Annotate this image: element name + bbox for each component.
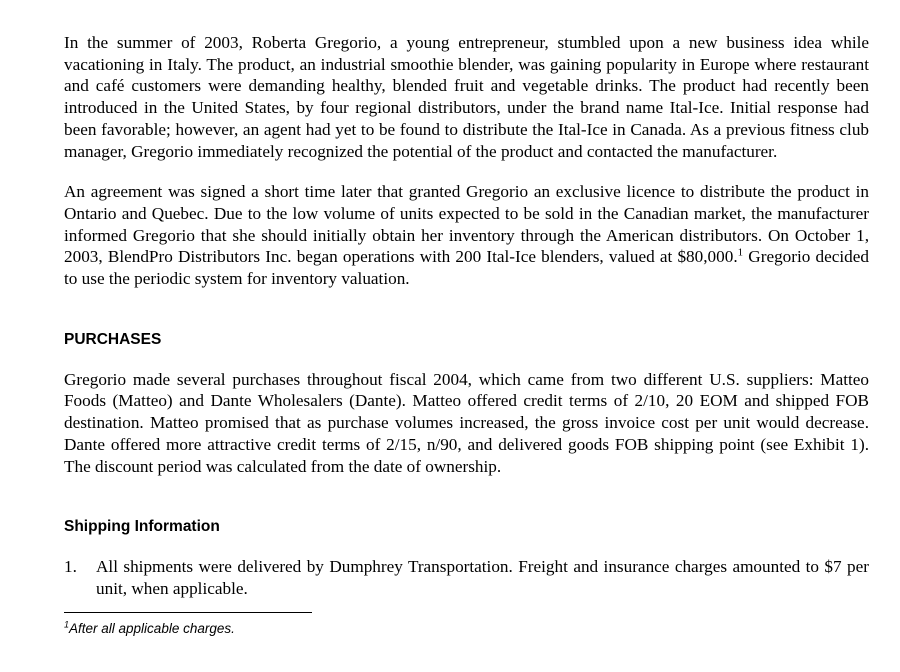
shipping-list-item <box>64 556 869 599</box>
purchases-heading: PURCHASES <box>64 330 162 348</box>
footnote <box>64 621 869 637</box>
list-item-number: 1. <box>64 557 77 577</box>
intro-paragraph-1: In the summer of 2003, Roberta Gregorio, a young entrepreneur, stumbled upon a new business idea while vacationing in Italy. The product, an industrial smoothie blender, was gaining popularity in Europe where restaurant and café customers were demanding healthy, blended fruit and vegetable drinks. The product had recently been introduced in the United States, by four regional distributors, under the brand name Ital-Ice. Initial response had been favorable; however, an agent had yet to be found to distribute the Ital-Ice in Canada. As a previous fitness club manager, Gregorio immediately recognized the potential of the product and contacted the manufacturer. <box>64 33 869 161</box>
intro-paragraph-2 <box>64 181 869 290</box>
intro-paragraph-2-text-end: Gregorio decided to use the periodic system for inventory valuation. <box>64 247 869 289</box>
shipping-information-heading: Shipping Information <box>64 518 220 536</box>
list-item-text: All shipments were delivered by Dumphrey Transportation. Freight and insurance charges amounted to $7 per unit, when applicable. <box>96 557 869 598</box>
purchases-paragraph: Gregorio made several purchases throughout fiscal 2004, which came from two different U.S. suppliers: Matteo Foods (Matteo) and Dante Wholesalers (Dante). Matteo offered credit terms of 2/10, 20 EOM and shipped FOB destination. Matteo promised that as purchase volumes increased, the gross invoice cost per unit would decrease. Dante offered more attractive credit terms of 2/15, n/90, and delivered goods FOB shipping point (see Exhibit 1). The discount period was calculated from the date of ownership. <box>64 369 869 476</box>
footnote-reference: 1 <box>737 246 744 259</box>
document-page <box>64 32 869 637</box>
intro-paragraph-2-text: An agreement was signed a short time later that granted Gregorio an exclusive licence to distribute the product in Ontario and Quebec. Due to the low volume of units expected to be sold in the Canadian market, the manufacturer informed Gregorio that she should initially obtain her inventory through the American distributors. On October 1, 2003, BlendPro Distributors Inc. began operations with 200 Ital-Ice blenders, valued at $80,000. <box>64 182 869 267</box>
footnote-mark: 1 <box>64 619 70 630</box>
footnote-divider <box>64 612 312 613</box>
footnote-text: After all applicable charges. <box>69 620 235 636</box>
